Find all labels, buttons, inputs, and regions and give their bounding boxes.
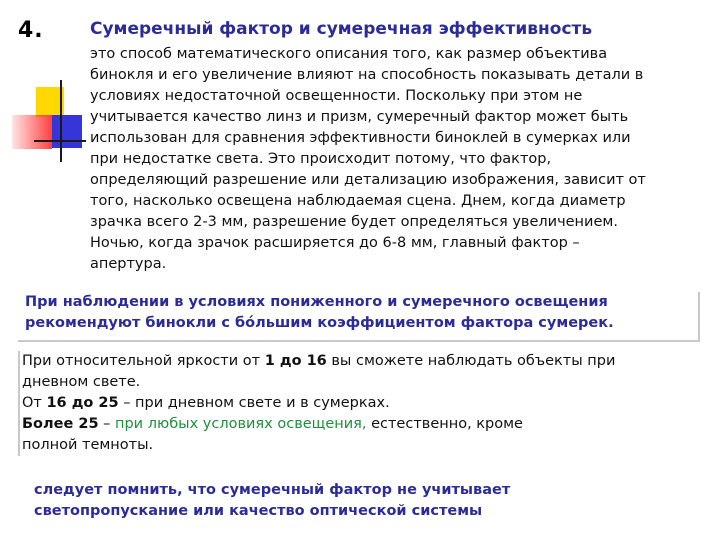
intro-line: определяющий разрешение или детализацию изображения, зависит от xyxy=(90,172,646,188)
intro-line: использован для сравнения эффективности биноклей в сумерках или xyxy=(90,130,631,146)
brightness-text: От xyxy=(22,395,47,411)
brightness-line: дневном свете. xyxy=(22,374,141,390)
brightness-line xyxy=(22,351,697,372)
slide-number: 4. xyxy=(18,18,44,43)
vertical-line xyxy=(60,80,62,162)
decorative-squares-graphic xyxy=(0,0,90,170)
intro-paragraph xyxy=(90,44,705,275)
intro-line: зрачка всего 2-3 мм, разрешение будет определяться увеличением. xyxy=(90,214,618,230)
brightness-line xyxy=(22,393,697,414)
brightness-line: полной темноты. xyxy=(22,437,154,453)
slide-title: Сумеречный фактор и сумеречная эффективность xyxy=(90,19,593,39)
note-paragraph xyxy=(34,480,684,522)
recommendation-line: рекомендуют бинокли с бóльшим коэффициентом фактора сумерек. xyxy=(25,315,614,331)
blue-square xyxy=(52,115,82,148)
brightness-range: 16 до 25 xyxy=(46,395,119,411)
intro-line: при недостатке света. Это происходит потому, что фактор, xyxy=(90,151,552,167)
brightness-text: естественно, кроме xyxy=(366,416,523,432)
intro-line: условиях недостаточной освещенности. Поскольку при этом не xyxy=(90,88,583,104)
note-line: следует помнить, что сумеречный фактор не учитывает xyxy=(34,482,511,498)
note-line: светопропускание или качество оптической системы xyxy=(34,503,483,519)
brightness-text: При относительной яркости от xyxy=(22,353,265,369)
brightness-text: – xyxy=(98,416,115,432)
brightness-range: 1 до 16 xyxy=(264,353,327,369)
brightness-emphasis: при любых условиях освещения, xyxy=(115,416,367,432)
brightness-line xyxy=(22,414,697,435)
intro-line: апертура. xyxy=(90,256,167,272)
intro-line: того, насколько освещена наблюдаемая сцена. Днем, когда диаметр xyxy=(90,193,626,209)
red-square xyxy=(12,115,52,149)
brightness-text: вы сможете наблюдать объекты при xyxy=(326,353,616,369)
brightness-range: Более 25 xyxy=(22,416,99,432)
recommendation-line: При наблюдении в условиях пониженного и сумеречного освещения xyxy=(25,294,608,310)
intro-line: бинокля и его увеличение влияют на способность показывать детали в xyxy=(90,67,644,83)
brightness-text: – при дневном свете и в сумерках. xyxy=(118,395,390,411)
intro-line: Ночью, когда зрачок расширяется до 6-8 мм, главный фактор – xyxy=(90,235,580,251)
intro-line: это способ математического описания того, как размер объектива xyxy=(90,46,608,62)
recommendation-box xyxy=(18,292,700,342)
intro-line: учитывается качество линз и призм, сумеречный фактор может быть xyxy=(90,109,629,125)
horizontal-line xyxy=(34,140,86,142)
brightness-paragraph xyxy=(18,351,697,456)
